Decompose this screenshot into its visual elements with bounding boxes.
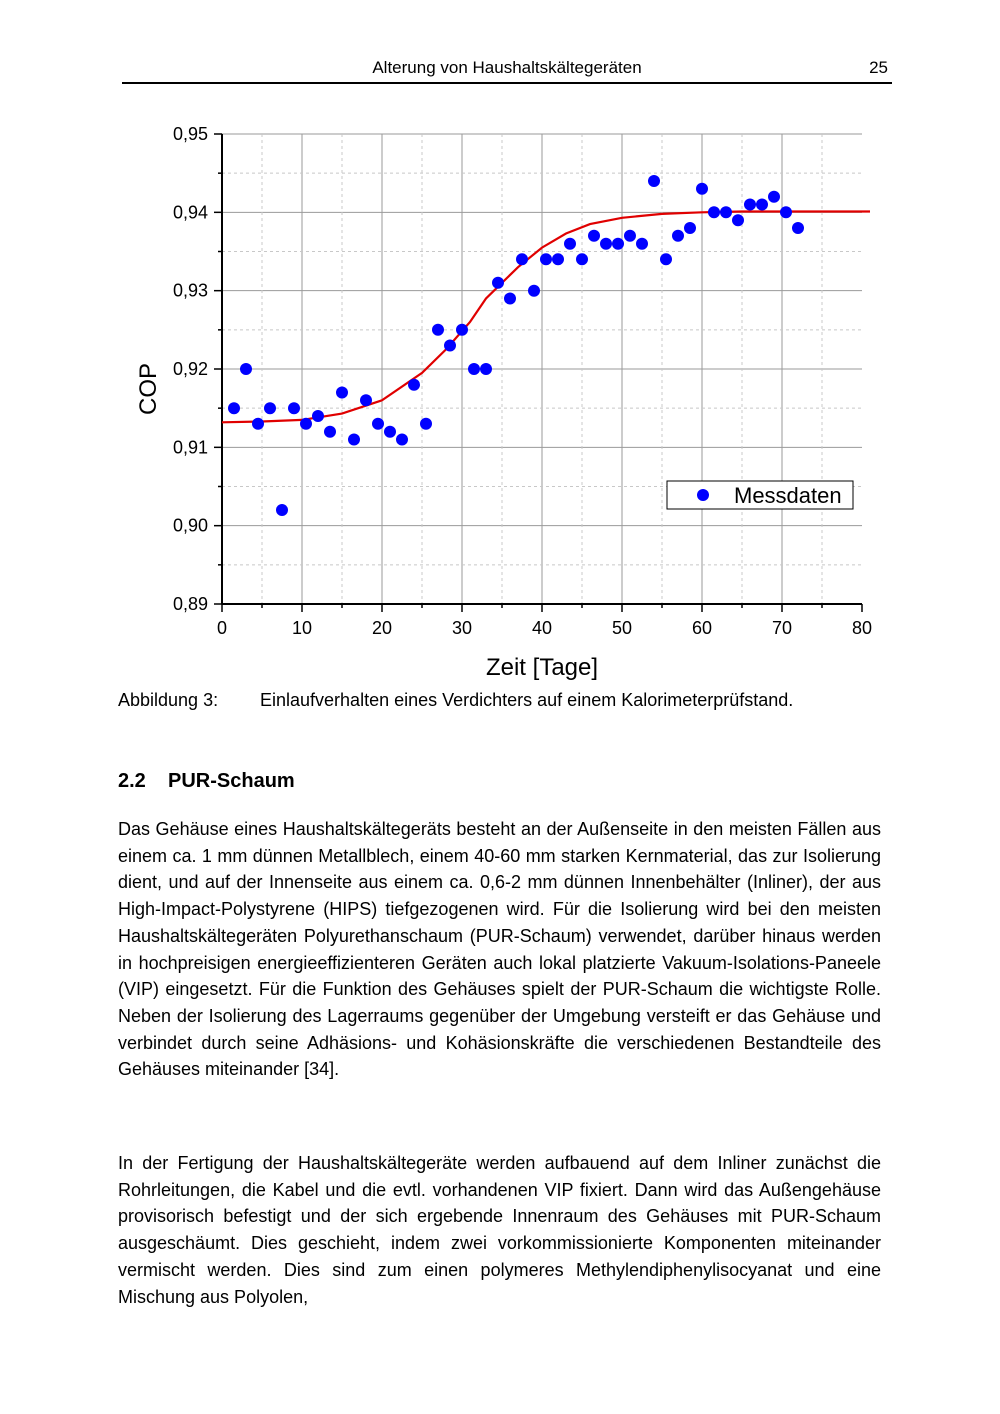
page-header bbox=[122, 58, 892, 84]
data-point bbox=[708, 206, 720, 218]
legend bbox=[667, 481, 853, 509]
data-point bbox=[240, 363, 252, 375]
data-point bbox=[516, 253, 528, 265]
y-tick-label: 0,95 bbox=[172, 124, 208, 144]
y-tick-label: 0,90 bbox=[172, 515, 208, 536]
paragraph-2: In der Fertigung der Haushaltskältegeräte werden aufbauend auf dem Inliner zunächst die Rohrleitungen, die Kabel und die evtl. vorhandenen VIP fixiert. Dann wird das Außengehäuse provisorisch befestigt und der sich ergebende Innenraum des Gehäuses mit PUR-Schaum ausgeschäumt. Dies geschieht, indem zwei vorkommissionierte Komponenten miteinander vermischt werden. Dies sind zum einen polymeres Methylendiphenylisocyanat und eine Mischung aus Polyolen, bbox=[118, 1153, 881, 1307]
data-point bbox=[720, 206, 732, 218]
section-number: 2.2 bbox=[118, 770, 146, 792]
data-point bbox=[768, 191, 780, 203]
data-point bbox=[732, 214, 744, 226]
legend-label: Messdaten bbox=[734, 483, 842, 508]
data-point bbox=[792, 222, 804, 234]
data-point bbox=[564, 238, 576, 250]
running-title: Alterung von Haushaltskältegeräten bbox=[372, 58, 642, 77]
data-point bbox=[636, 238, 648, 250]
data-point bbox=[672, 230, 684, 242]
data-point bbox=[588, 230, 600, 242]
y-tick-label: 0,91 bbox=[172, 437, 208, 458]
section-heading bbox=[118, 770, 295, 793]
data-point bbox=[276, 504, 288, 516]
x-tick-label: 10 bbox=[291, 618, 313, 638]
data-point bbox=[684, 222, 696, 234]
page-number: 25 bbox=[869, 58, 888, 77]
data-point bbox=[312, 410, 324, 422]
data-point bbox=[756, 199, 768, 211]
caption-text: Einlaufverhalten eines Verdichters auf einem Kalorimeterprüfstand. bbox=[260, 690, 794, 710]
data-point bbox=[252, 418, 264, 430]
data-point bbox=[468, 363, 480, 375]
data-point bbox=[456, 324, 468, 336]
data-point bbox=[540, 253, 552, 265]
y-tick-label: 0,93 bbox=[172, 280, 208, 301]
data-point bbox=[408, 379, 420, 391]
data-point bbox=[696, 183, 708, 195]
data-point bbox=[600, 238, 612, 250]
x-tick-label: 0 bbox=[216, 618, 228, 638]
data-point bbox=[612, 238, 624, 250]
data-point bbox=[348, 434, 360, 446]
x-tick-label: 60 bbox=[691, 618, 713, 638]
data-point bbox=[288, 402, 300, 414]
data-point bbox=[648, 175, 660, 187]
cop-chart bbox=[110, 118, 890, 683]
data-point bbox=[384, 426, 396, 438]
x-tick-label: 30 bbox=[451, 618, 473, 638]
data-point bbox=[492, 277, 504, 289]
data-point bbox=[444, 340, 456, 352]
section-title: PUR-Schaum bbox=[168, 770, 295, 792]
paragraph-1: Das Gehäuse eines Haushaltskältegeräts besteht an der Außenseite in den meisten Fällen aus einem ca. 1 mm dünnen Metallblech, einem 40-60 mm starken Kernmaterial, das zur Isolierung dient, und auf der Innenseite aus einem ca. 0,6-2 mm dünnen Innenbehälter (Inliner), der aus High-Impact-Polystyrene (HIPS) tiefgezogenen wird. Für die Isolierung wird bei den meisten Haushaltskältegeräten Polyurethanschaum (PUR-Schaum) verwendet, darüber hinaus werden in hochpreisigen energieeffizienteren Geräten auch lokal platzierte Vakuum-Isolations-Paneele (VIP) eingesetzt. Für die Funktion des Gehäuses spielt der PUR-Schaum die wichtigste Rolle. Neben der Isolierung des Lagerraums gegenüber der Umgebung versteift er das Gehäuse und verbindet durch seine Adhäsions- und Kohäsionskräfte die verschiedenen Bestandteile des Gehäuses miteinander [34]. bbox=[118, 819, 881, 1080]
data-point bbox=[576, 253, 588, 265]
data-point bbox=[420, 418, 432, 430]
data-point bbox=[660, 253, 672, 265]
data-point bbox=[780, 206, 792, 218]
data-point bbox=[336, 387, 348, 399]
data-point bbox=[360, 394, 372, 406]
x-tick-label: 50 bbox=[611, 618, 633, 638]
x-tick-label: 70 bbox=[771, 618, 793, 638]
x-axis-label: Zeit [Tage] bbox=[485, 654, 599, 681]
y-tick-label: 0,89 bbox=[172, 594, 208, 614]
x-tick-label: 20 bbox=[371, 618, 393, 638]
data-point bbox=[228, 402, 240, 414]
data-point bbox=[744, 199, 756, 211]
x-tick-label: 40 bbox=[531, 618, 553, 638]
data-point bbox=[372, 418, 384, 430]
fit-curve bbox=[222, 212, 870, 423]
y-tick-label: 0,92 bbox=[172, 359, 208, 379]
x-tick-label: 80 bbox=[851, 618, 873, 638]
data-point bbox=[264, 402, 276, 414]
data-point bbox=[396, 434, 408, 446]
data-point bbox=[552, 253, 564, 265]
caption-label: Abbildung 3: bbox=[118, 690, 219, 710]
data-point bbox=[480, 363, 492, 375]
data-point bbox=[324, 426, 336, 438]
data-point bbox=[624, 230, 636, 242]
data-point bbox=[504, 293, 516, 305]
data-point bbox=[432, 324, 444, 336]
y-tick-label: 0,94 bbox=[172, 202, 208, 223]
data-point bbox=[300, 418, 312, 430]
data-point bbox=[528, 285, 540, 297]
legend-marker bbox=[697, 489, 709, 501]
y-axis-label: COP bbox=[135, 362, 162, 416]
